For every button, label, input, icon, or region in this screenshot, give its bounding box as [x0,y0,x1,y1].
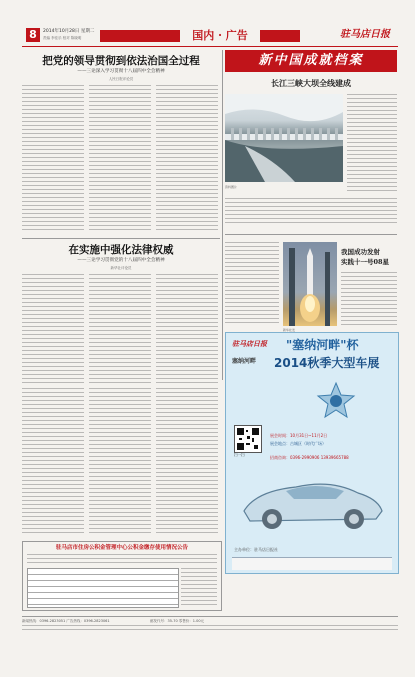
archive-banner-text: 新中国成就档案 [258,53,364,68]
dam-illustration [225,94,343,182]
article-1-source: 人民日报评论员 [108,77,134,81]
notice-body [27,554,217,566]
column-divider [222,50,223,380]
ad-emblem [316,381,356,421]
notice [22,541,222,611]
launch-photo [283,242,337,326]
star-emblem-icon [316,381,356,421]
ad-info-venue: 展会地点：古城区（时代广场） [270,441,326,446]
article-2-body-col-3 [156,274,218,384]
article-1-title: 把党的领导贯彻到依法治国全过程 [42,55,200,67]
launch-body [341,272,397,328]
continuation-block [22,388,220,538]
archive-title: 长江三峡大坝全线建成 [271,78,351,88]
rocket-illustration [283,242,337,326]
sports-car-illustration [236,465,386,535]
archive-section [225,50,397,230]
ad-sponsor: 主办单位：驻马店日报社 [234,547,278,552]
notice-table [27,568,179,608]
article-2-body-col-1 [22,274,84,384]
article-1-subtitle: ——三论深入学习贯彻十八届四中全会精神 [77,69,165,74]
ad-car-image [236,465,386,535]
ad-org: 驻马店日报 [232,339,267,348]
ad-title-quote: "塞纳河畔"杯 [286,338,359,352]
dam-photo-caption [225,185,343,195]
notice-title: 驻马店市住房公积金管理中心公积金缴存使用情况公告 [55,545,188,551]
article-2-body-col-2 [89,274,151,384]
article-2-top-rule [22,238,220,239]
launch-title-1: 我国成功发射 [341,248,380,256]
dam-caption-text: 资料图片 [225,185,238,189]
launch-left-body [225,242,279,326]
footer-fineprint [22,625,398,633]
article-2-source: 新华社评论员 [110,266,132,270]
ad-info-phone: 招商咨询：0396-2990906 13939665788 [270,455,349,460]
article-1-body-col-3 [156,85,218,233]
article-1-body-col-1 [22,85,84,233]
archive-banner [225,50,397,72]
paper-name: 驻马店日报 [340,29,390,40]
archive-body-right [347,94,397,194]
ad-title-main: 2014秋季大型车展 [274,356,380,370]
launch-title-2: 实践十一号08星 [341,258,390,266]
ad-brand: 塞纳河畔 [232,358,257,365]
article-2-subtitle: ——三论学习贯彻党的十八届四中全会精神 [77,258,165,263]
footer-middle: 邮发代号：35-70 零售价：1.00元 [150,619,205,623]
article-1 [22,50,220,235]
footer-left: 新闻热线：0396-2823051 广告热线：0396-2823061 [22,619,110,623]
qr-code-icon [235,426,261,452]
continuation-col-1 [22,388,84,536]
masthead [0,0,415,46]
qr-code[interactable] [234,425,262,453]
footer-rule [22,616,398,617]
ad-logo-strip [232,557,392,570]
dam-photo [225,94,343,182]
article-1-body-col-2 [89,85,151,233]
page-number: 8 [26,28,40,42]
editor-line: 责编 李佳乐 校对 陈晓明 [43,36,82,40]
continuation-col-3 [156,388,218,536]
continuation-col-2 [89,388,151,536]
archive-body-bottom [225,198,397,226]
ad-info-time: 展会时间：10月31日~11月2日 [270,433,328,438]
section-title: 国内 · 广告 [180,27,260,45]
archive-bottom-rule [225,234,397,235]
notice-side [181,568,217,606]
masthead-rule [22,46,398,47]
article-2 [22,238,220,386]
article-2-title: 在实施中强化法律权威 [68,244,174,256]
launch-caption: 新华社发 [283,328,296,332]
qr-label: 扫一扫 [234,453,245,457]
issue-date: 2014年10月28日 星期二 [43,29,95,34]
car-show-ad [225,332,399,574]
